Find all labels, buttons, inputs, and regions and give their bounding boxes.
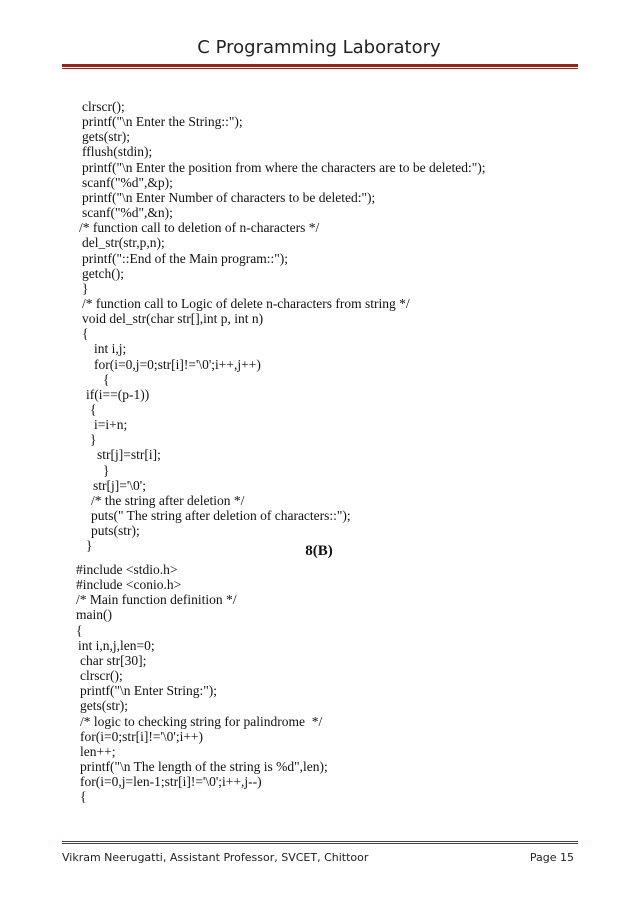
code-line: int i,n,j,len=0; — [78, 637, 155, 653]
code-line: /* the string after deletion */ — [91, 492, 245, 508]
code-line: printf("\n Enter the String::"); — [82, 114, 243, 130]
code-line: for(i=0,j=0;str[i]!='\0';i++,j++) — [94, 356, 261, 372]
header-divider — [62, 64, 578, 67]
page-number: Page 15 — [529, 851, 574, 864]
footer-divider-thin — [62, 843, 578, 844]
code-line: clrscr(); — [82, 99, 125, 114]
code-line: } — [86, 538, 93, 554]
footer-author: Vikram Neerugatti, Assistant Professor, SVCET, Chittoor — [62, 851, 369, 864]
code-line: gets(str); — [82, 129, 130, 145]
code-line: printf("::End of the Main program::"); — [82, 250, 288, 266]
code-line: } — [90, 432, 97, 448]
code-line: del_str(str,p,n); — [82, 235, 165, 251]
code-line: puts(str); — [91, 523, 140, 539]
code-line: getch(); — [82, 265, 124, 281]
code-line: i=i+n; — [94, 417, 128, 433]
code-line: #include <stdio.h> — [76, 562, 178, 577]
code-line: /* function call to Logic of delete n-characters from string */ — [82, 295, 410, 311]
section-heading: 8(B) — [305, 543, 333, 559]
code-line: printf("\n Enter Number of characters to be deleted:"); — [82, 189, 376, 205]
code-line: fflush(stdin); — [82, 144, 153, 160]
code-line: scanf("%d",&n); — [82, 205, 173, 221]
code-line: main() — [76, 607, 112, 623]
code-line: scanf("%d",&p); — [82, 174, 173, 190]
code-line: void del_str(char str[],int p, int n) — [82, 311, 264, 327]
code-line: /* logic to checking string for palindrome */ — [80, 713, 323, 729]
header-divider-thin — [62, 68, 578, 69]
code-line: if(i==(p-1)) — [86, 386, 150, 402]
page-title: C Programming Laboratory — [197, 37, 441, 58]
code-line: } — [82, 280, 89, 296]
code-line: { — [80, 789, 87, 805]
code-line: } — [103, 462, 110, 478]
code-line: len++; — [80, 743, 116, 759]
code-line: { — [90, 402, 97, 417]
code-line: /* function call to deletion of n-characters */ — [79, 220, 320, 236]
code-line: for(i=0;str[i]!='\0';i++) — [80, 728, 204, 744]
code-line: puts(" The string after deletion of characters::"); — [91, 508, 351, 524]
code-line: char str[30]; — [80, 652, 147, 668]
code-line: printf("\n The length of the string is %d",len); — [80, 758, 328, 774]
code-line: { — [76, 622, 83, 638]
code-line: str[j]='\0'; — [93, 477, 146, 493]
code-line: { — [82, 326, 89, 342]
footer-divider — [62, 841, 578, 842]
code-line: { — [103, 371, 110, 387]
code-line: #include <conio.h> — [76, 577, 182, 593]
code-line: clrscr(); — [80, 668, 123, 684]
code-line: printf("\n Enter String:"); — [80, 683, 217, 699]
code-line: for(i=0,j=len-1;str[i]!='\0';i++,j--) — [80, 774, 262, 790]
code-line: /* Main function definition */ — [76, 592, 237, 608]
code-line: int i,j; — [94, 341, 127, 357]
code-line: str[j]=str[i]; — [97, 447, 161, 463]
code-line: gets(str); — [80, 698, 128, 714]
code-line: printf("\n Enter the position from where the characters are to be deleted:"); — [82, 159, 486, 175]
